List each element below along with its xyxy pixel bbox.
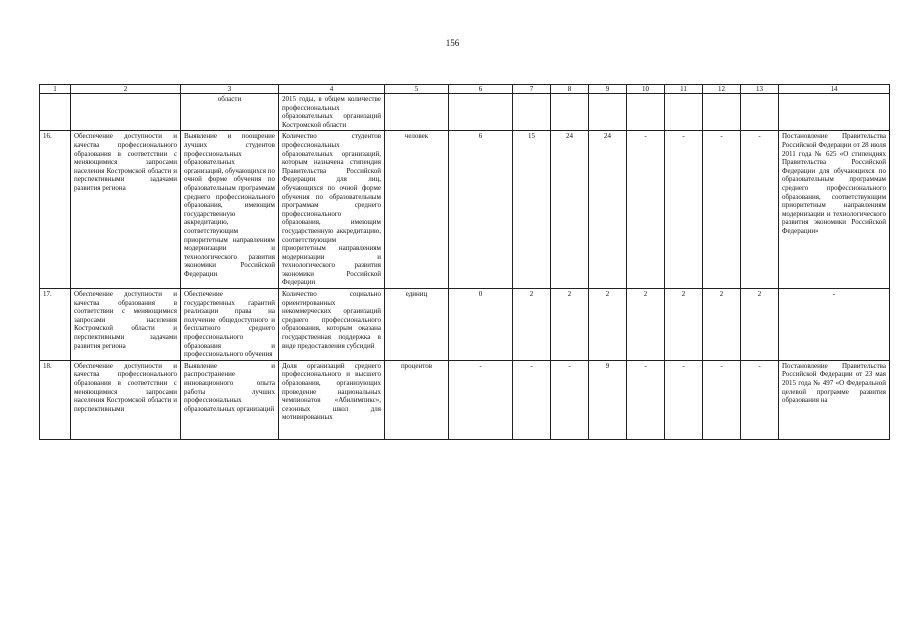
value-cell: 9 — [589, 360, 627, 439]
task-cell: Выявление и поощрение лучших студентов профессиональных образовательных организаций, обучающихся по очной форме обучения по образовательным программам среднего профессионального образования, имеющим государственную аккредитацию, соответствующим приоритетным направлениям модернизации и технологического развития экономики Российской Федерации — [181, 131, 279, 289]
col-header: 10 — [627, 85, 665, 94]
value-cell: 15 — [513, 131, 551, 289]
table-row — [40, 360, 890, 439]
col-header: 14 — [779, 85, 890, 94]
col-header: 4 — [279, 85, 385, 94]
task-cell: Выявление и распространение инновационного опыта работы лучших профессиональных образовательных организаций — [184, 361, 275, 413]
col-header: 7 — [513, 85, 551, 94]
value-cell: - — [665, 360, 703, 439]
unit-cell: процентов — [385, 360, 449, 439]
value-cell: 2 — [741, 289, 779, 361]
value-cell: 2 — [551, 289, 589, 361]
col-header: 6 — [449, 85, 513, 94]
value-cell: - — [665, 131, 703, 289]
goal-cell: Обеспечение доступности и качества профессионального образования в соответствии с меняющимися запросами населения Костромской области и перспективными задачами развития региона — [71, 131, 181, 289]
indicators-table — [39, 84, 890, 440]
continuation-row — [40, 94, 890, 131]
task-cell: Обеспечение государственных гарантий реализации права на получение общедоступного и бесплатного среднего профессионального образования и профессионального обучения — [181, 289, 279, 361]
col-header: 11 — [665, 85, 703, 94]
col-header: 13 — [741, 85, 779, 94]
table-row — [40, 289, 890, 361]
col-header: 9 — [589, 85, 627, 94]
value-cell: - — [627, 131, 665, 289]
value-cell: 2 — [665, 289, 703, 361]
goal-cell: Обеспечение доступности и качества профессионального образования в соответствии с меняющимися запросами населения Костромской области и перспективными — [74, 361, 177, 413]
page-number: 156 — [445, 38, 460, 48]
table-row — [40, 131, 890, 289]
unit-cell: человек — [385, 131, 449, 289]
col-header: 8 — [551, 85, 589, 94]
unit-cell: единиц — [385, 289, 449, 361]
col-header: 5 — [385, 85, 449, 94]
value-cell: 2 — [513, 289, 551, 361]
col-header: 1 — [40, 85, 71, 94]
value-cell: 2 — [589, 289, 627, 361]
value-cell: - — [703, 131, 741, 289]
header-row — [40, 85, 890, 94]
document-cell: Постановление Правительства Российской Федерации от 28 июля 2011 года № 625 «О стипендиях Правительства Российской Федерации для обучающихся по образовательным программам среднего профессионального образования, соответствующим приоритетным направлениям модернизации и технологического развития экономики Российской Федерации» — [779, 131, 890, 289]
col-header: 12 — [703, 85, 741, 94]
document-cell: Постановление Правительства Российской Федерации от 23 мая 2015 года № 497 «О Федеральной целевой программе развития образования на — [782, 361, 886, 405]
value-cell: 24 — [589, 131, 627, 289]
row-number: 17. — [40, 289, 71, 361]
value-cell: 6 — [449, 131, 513, 289]
indicator-cell: Количество студентов профессиональных образовательных организаций, которым назначена стипендия Правительства Российской Федерации для лиц, обучающихся по очной форме обучения по образовательным программам среднего профессионального образования, имеющим государственную аккредитацию, соответствующим приоритетным направлениям модернизации и технологического развития экономики Российской Федерации — [279, 131, 385, 289]
task-cell: области — [181, 94, 279, 131]
value-cell: - — [627, 360, 665, 439]
document-cell: - — [779, 289, 890, 361]
indicator-cell: 2015 годы, в общем количестве профессиональных образовательных организаций Костромской области — [279, 94, 385, 131]
value-cell: - — [741, 131, 779, 289]
value-cell: - — [551, 360, 589, 439]
value-cell: 0 — [449, 289, 513, 361]
row-number: 18. — [40, 360, 71, 439]
value-cell: - — [741, 360, 779, 439]
indicator-cell: Доля организаций среднего профессионального и высшего образования, организующих проведение национальных чемпионатов «Абилимпикс», сезонных школ для мотивированных — [282, 361, 381, 422]
col-header: 2 — [71, 85, 181, 94]
row-number: 16. — [40, 131, 71, 289]
value-cell: - — [703, 360, 741, 439]
value-cell: - — [449, 360, 513, 439]
col-header: 3 — [181, 85, 279, 94]
value-cell: - — [513, 360, 551, 439]
value-cell: 24 — [551, 131, 589, 289]
indicator-cell: Количество социально ориентированных некоммерческих организаций среднего профессионального образования, которым оказана государственная поддержка в виде предоставления субсидий — [279, 289, 385, 361]
value-cell: 2 — [627, 289, 665, 361]
value-cell: 2 — [703, 289, 741, 361]
goal-cell: Обеспечение доступности и качества образования в соответствии с меняющимися запросами населения Костромской области и перспективными задачами развития региона — [71, 289, 181, 361]
